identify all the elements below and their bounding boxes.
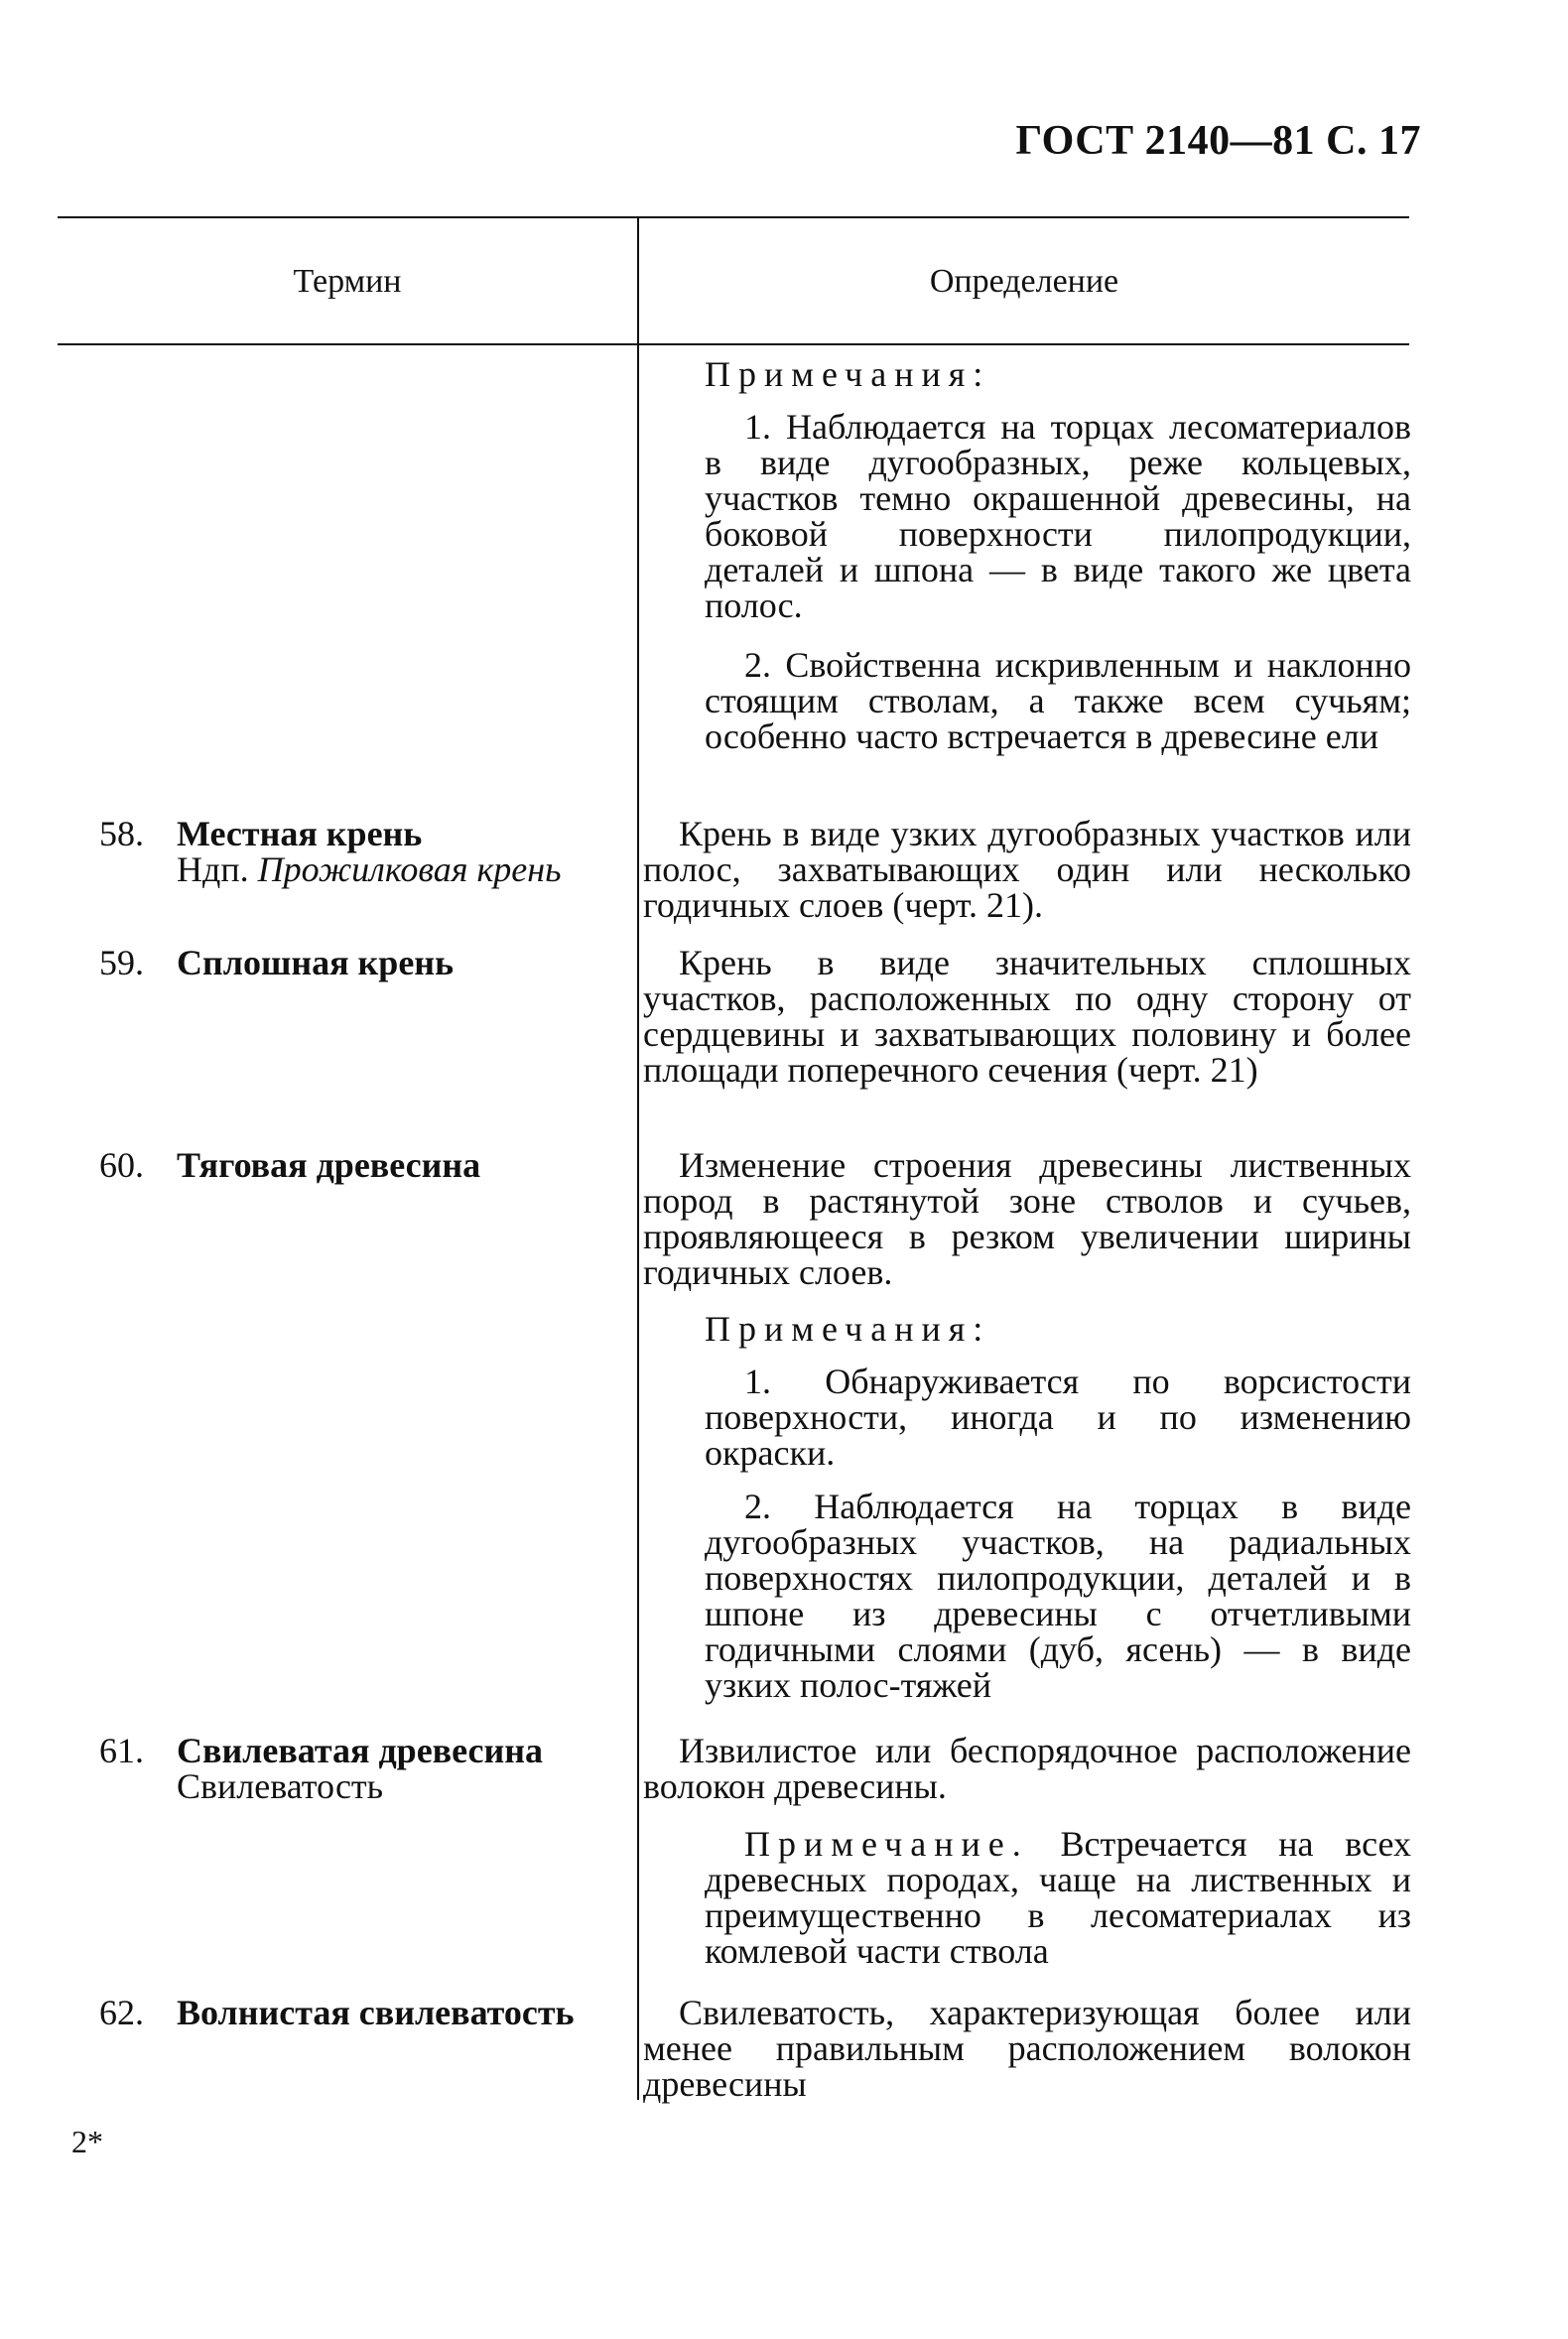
term-synonym: [99, 851, 635, 887]
note-text: Встречается на всех древесных породах, чаще на лиственных и преимущественно в лесоматериалах из комлевой части ствола: [705, 1824, 1411, 1971]
synonym-label: Ндп.: [177, 849, 249, 889]
table-top-rule: [58, 216, 1409, 218]
page-header: ГОСТ 2140—81 С. 17: [1015, 118, 1421, 164]
term-entry-62: [99, 1995, 635, 2030]
page-footer-mark: 2*: [71, 2124, 103, 2159]
term-number: 58.: [99, 814, 144, 853]
term-name: Свилеватая древесина: [177, 1731, 543, 1770]
definition-59: [643, 945, 1411, 1088]
note-60-2: [705, 1489, 1411, 1703]
column-header-term: Термин: [293, 263, 402, 300]
note-label: Примечание.: [744, 1824, 1029, 1864]
note-text: 1. Обнаруживается по ворсистости поверхности, иногда и по изменению окраски.: [705, 1362, 1411, 1473]
column-header-definition: Определение: [929, 263, 1119, 300]
term-number: 61.: [99, 1731, 144, 1770]
term-number: 59.: [99, 943, 144, 982]
note-60-1: [705, 1364, 1411, 1471]
note-paragraph: [705, 1826, 1411, 1969]
note-continued-1: [705, 409, 1411, 623]
notes-heading-continued: Примечания:: [705, 354, 991, 394]
term-synonym: Свилеватость: [177, 1766, 384, 1806]
term-name: Сплошная крень: [177, 943, 455, 982]
definition-text: Свилеватость, характеризующая более или менее правильным расположением волокон древесины: [643, 1993, 1411, 2104]
note-text: 1. Наблюдается на торцах лесоматериалов в виде дугообразных, реже кольцевых, участков темно окрашенной древесины, на боковой поверхности пилопродукции, деталей и шпона — в виде такого же цвета полос.: [705, 407, 1411, 625]
term-name: Местная крень: [177, 814, 423, 853]
definition-61: [643, 1733, 1411, 1804]
definition-text: Извилистое или беспорядочное расположение волокон древесины.: [643, 1731, 1411, 1806]
column-divider-body: [637, 343, 639, 2100]
synonym-text: Прожилковая крень: [257, 849, 562, 889]
note-text: 2. Наблюдается на торцах в виде дугообразных участков, на радиальных поверхностях пилопродукции, деталей и в шпоне из древесины с отчетливыми годичными слоями (дуб, ясень) — в виде узких полос-тяжей: [705, 1487, 1411, 1705]
definition-60: [643, 1147, 1411, 1290]
term-number: 62.: [99, 1993, 144, 2032]
note-text: 2. Свойственна искривленным и наклонно стоящим стволам, а также всем сучьям; особенно часто встречается в древесине ели: [705, 645, 1411, 756]
table-header-rule: [58, 343, 1409, 345]
term-entry-59: [99, 945, 635, 980]
term-number: 60.: [99, 1145, 144, 1185]
term-entry-60: [99, 1147, 635, 1183]
term-entry-58: [99, 816, 635, 887]
definition-text: Крень в виде значительных сплошных участков, расположенных по одну сторону от сердцевины и захватывающих половину и более площади поперечного сечения (черт. 21): [643, 943, 1411, 1090]
term-name: Волнистая свилеватость: [177, 1993, 575, 2032]
definition-text: Крень в виде узких дугообразных участков или полос, захватывающих один или несколько годичных слоев (черт. 21).: [643, 814, 1411, 925]
term-entry-61: [99, 1733, 635, 1804]
note-61: [705, 1826, 1411, 1969]
definition-58: [643, 816, 1411, 923]
notes-heading-60: Примечания:: [705, 1309, 991, 1349]
definition-text: Изменение строения древесины лиственных пород в растянутой зоне стволов и сучьев, проявляющееся в резком увеличении ширины годичных слоев.: [643, 1145, 1411, 1292]
definition-62: [643, 1995, 1411, 2102]
term-name: Тяговая древесина: [177, 1145, 481, 1185]
note-continued-2: [705, 647, 1411, 754]
